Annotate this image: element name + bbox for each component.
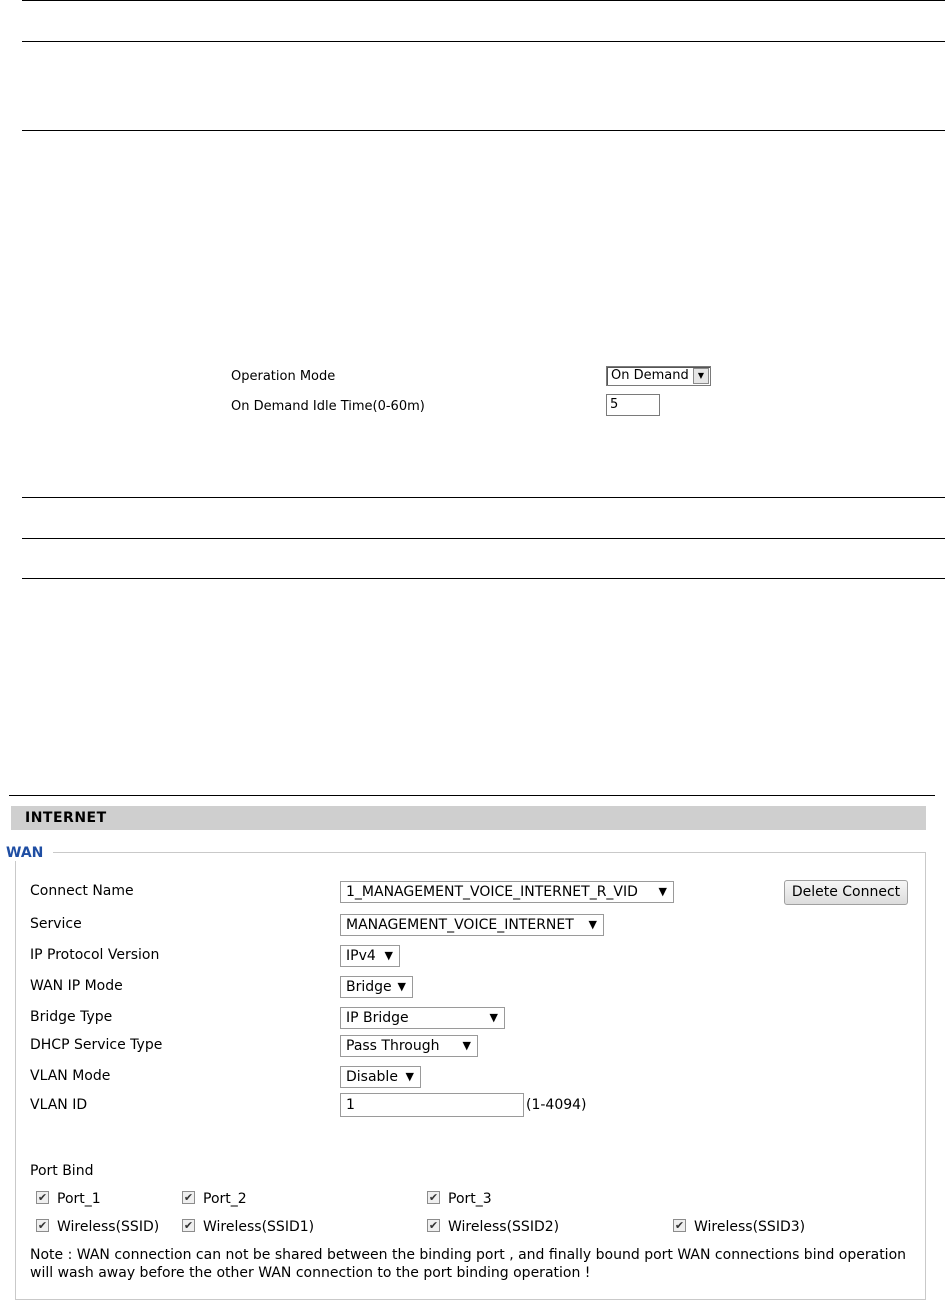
port-2-checkbox[interactable]: ✔ [183,1191,194,1204]
vlan-id-range: (1-4094) [526,1097,587,1113]
port-3-label: Port_3 [448,1191,492,1207]
port-1-label: Port_1 [57,1191,101,1207]
wireless-ssid2-label: Wireless(SSID2) [448,1219,560,1235]
dhcp-type-value: Pass Through [346,1038,440,1054]
operation-mode-value: On Demand [611,368,689,383]
ip-version-label: IP Protocol Version [30,947,160,963]
dhcp-type-label: DHCP Service Type [30,1037,163,1053]
service-label: Service [30,916,82,932]
wireless-ssid1-checkbox[interactable]: ✔ [183,1219,194,1232]
wan-ip-mode-label: WAN IP Mode [30,978,123,994]
port-bind-label: Port Bind [30,1163,94,1179]
connect-name-value: 1_MANAGEMENT_VOICE_INTERNET_R_VID [346,884,638,900]
divider [9,795,935,796]
port-2-label: Port_2 [203,1191,247,1207]
divider [22,0,945,1]
wireless-ssid1-label: Wireless(SSID1) [203,1219,315,1235]
divider [22,538,945,539]
binding-note: Note : WAN connection can not be shared between the binding port , and finally bound port WAN connections bind operation will wash away before the other WAN connection to the port binding operation ! [30,1247,907,1281]
connect-name-label: Connect Name [30,883,134,899]
service-value: MANAGEMENT_VOICE_INTERNET [346,917,574,933]
vlan-id-input[interactable]: 1 [340,1093,524,1117]
chevron-down-icon: ▼ [397,980,406,993]
service-select[interactable] [340,914,604,936]
vlan-mode-select[interactable] [340,1066,421,1088]
port-1-checkbox[interactable]: ✔ [37,1191,48,1204]
chevron-down-icon: ▼ [489,1011,498,1024]
wireless-ssid2-checkbox[interactable]: ✔ [428,1219,439,1232]
wan-ip-mode-value: Bridge [346,979,392,995]
wireless-ssid-label: Wireless(SSID) [57,1219,160,1235]
idle-time-label: On Demand Idle Time(0-60m) [231,399,425,414]
chevron-down-icon: ▼ [384,949,393,962]
wireless-ssid3-label: Wireless(SSID3) [694,1219,806,1235]
bridge-type-select[interactable] [340,1007,505,1029]
wireless-ssid-checkbox[interactable]: ✔ [37,1219,48,1232]
ip-version-select[interactable] [340,945,400,967]
chevron-down-icon: ▼ [405,1070,414,1083]
ip-version-value: IPv4 [346,948,376,964]
port-3-checkbox[interactable]: ✔ [428,1191,439,1204]
divider [22,497,945,498]
wan-legend: WAN [4,845,53,861]
vlan-mode-label: VLAN Mode [30,1068,111,1084]
divider [22,130,945,131]
operation-mode-label: Operation Mode [231,369,336,384]
section-banner: INTERNET [11,806,926,830]
wan-ip-mode-select[interactable] [340,976,413,998]
divider [22,578,945,579]
chevron-down-icon[interactable]: ▼ [693,368,709,384]
divider [22,41,945,42]
vlan-mode-value: Disable [346,1069,398,1085]
chevron-down-icon: ▼ [588,918,597,931]
vlan-id-label: VLAN ID [30,1097,88,1113]
chevron-down-icon: ▼ [658,885,667,898]
wireless-ssid3-checkbox[interactable]: ✔ [674,1219,685,1232]
dhcp-type-select[interactable] [340,1035,478,1057]
connect-name-select[interactable] [340,881,674,903]
delete-connect-button[interactable]: Delete Connect [784,880,908,905]
chevron-down-icon: ▼ [462,1039,471,1052]
bridge-type-value: IP Bridge [346,1010,409,1026]
bridge-type-label: Bridge Type [30,1009,113,1025]
operation-mode-select[interactable] [606,366,711,386]
idle-time-input[interactable]: 5 [606,394,660,416]
